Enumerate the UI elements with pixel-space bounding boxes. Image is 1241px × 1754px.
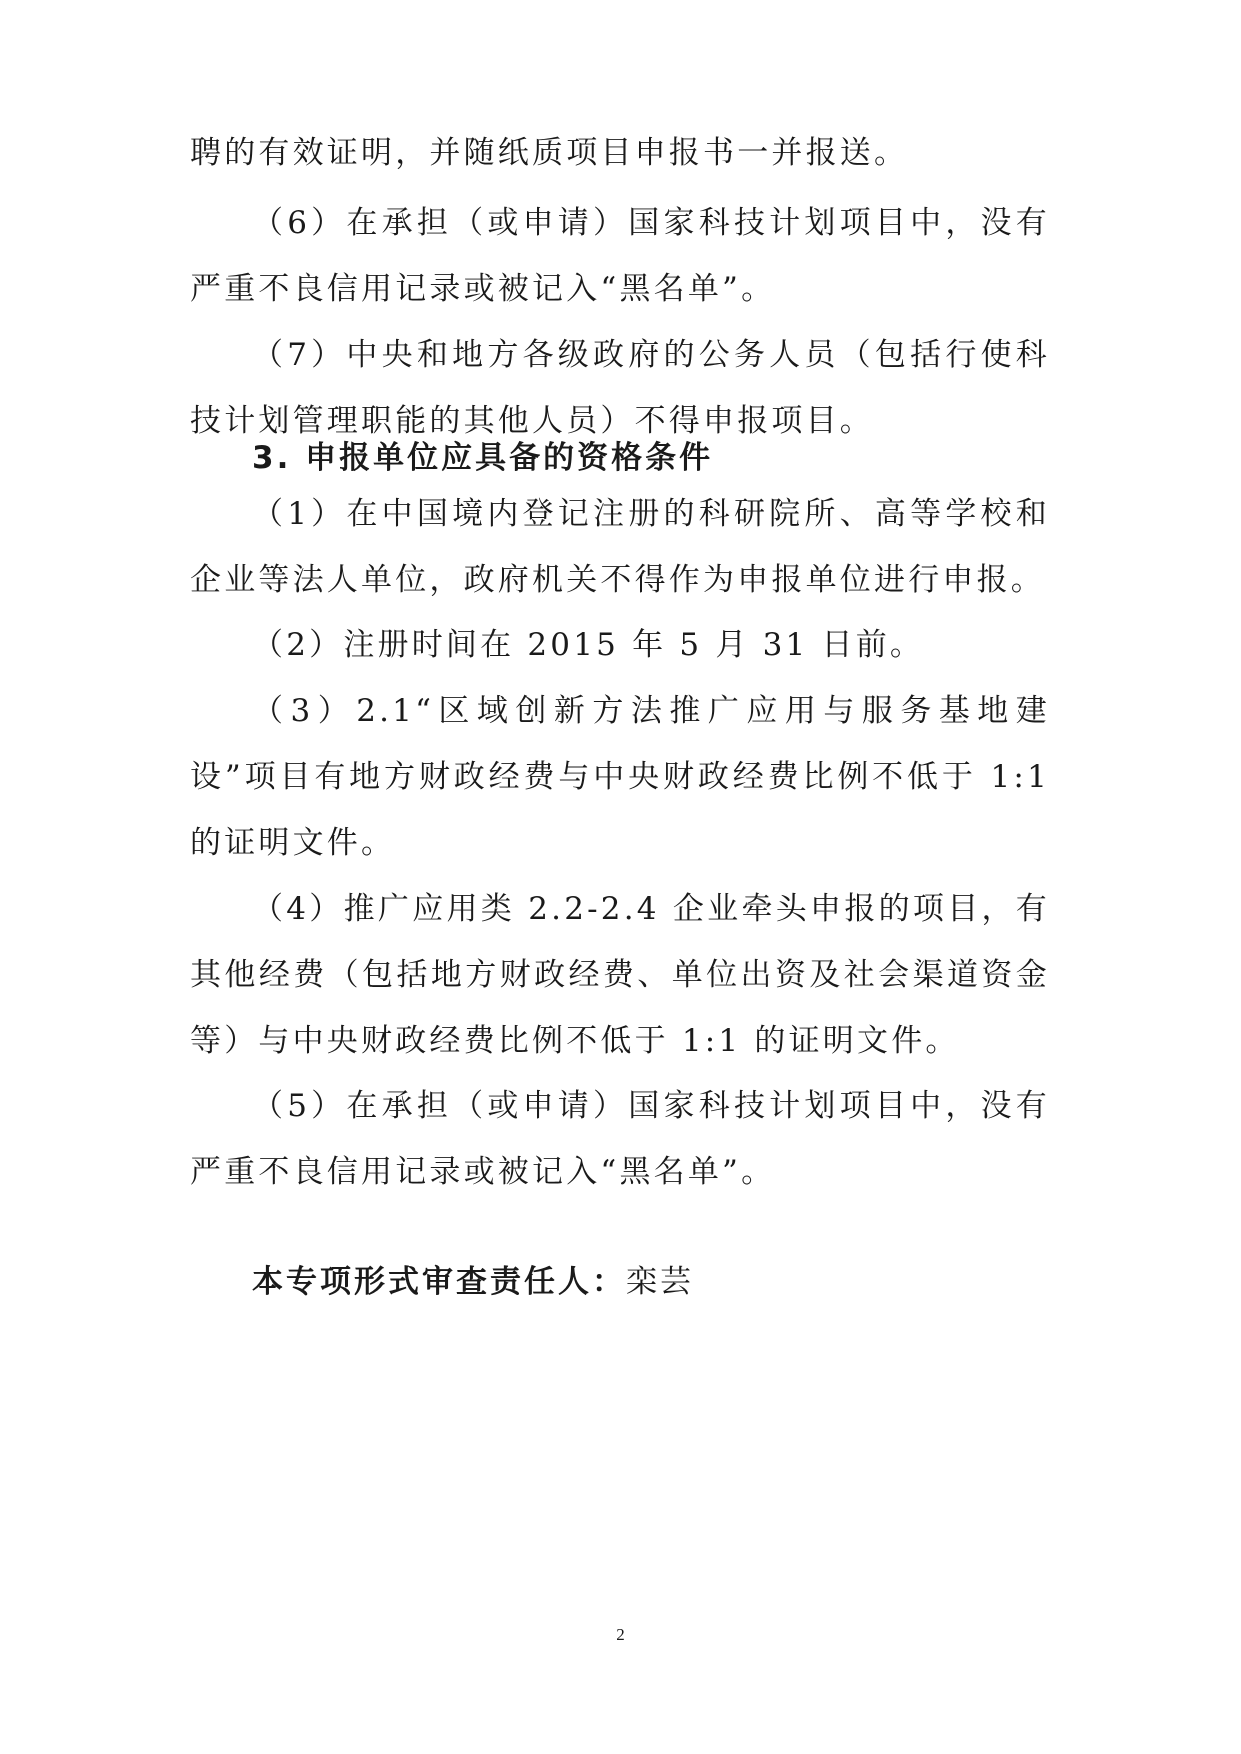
- unit-item-2: （2）注册时间在 2015 年 5 月 31 日前。: [252, 627, 925, 663]
- unit-item-3: （3）2.1“区域创新方法推广应用与服务基地建设”项目有地方财政经费与中央财政经费比例不低于 1:1 的证明文件。: [190, 693, 1050, 861]
- signoff-label: 本专项形式审查责任人：: [252, 1264, 626, 1300]
- applicant-item-6: （6）在承担（或申请）国家科技计划项目中，没有严重不良信用记录或被记入“黑名单”。: [190, 205, 1050, 307]
- signoff-name: 栾芸: [626, 1264, 694, 1300]
- continuation-line: 聘的有效证明，并随纸质项目申报书一并报送。: [190, 135, 909, 171]
- unit-item-1: （1）在中国境内登记注册的科研院所、高等学校和企业等法人单位，政府机关不得作为申报单位进行申报。: [190, 496, 1050, 598]
- page-number: 2: [616, 1625, 625, 1644]
- applicant-item-7: （7）中央和地方各级政府的公务人员（包括行使科技计划管理职能的其他人员）不得申报项目。: [190, 337, 1050, 439]
- review-responsible-person: [252, 1262, 694, 1302]
- unit-item-5: （5）在承担（或申请）国家科技计划项目中，没有严重不良信用记录或被记入“黑名单”。: [190, 1088, 1050, 1190]
- section-heading: 3. 申报单位应具备的资格条件: [252, 440, 714, 476]
- unit-item-4: （4）推广应用类 2.2-2.4 企业牵头申报的项目，有其他经费（包括地方财政经费、单位出资及社会渠道资金等）与中央财政经费比例不低于 1:1 的证明文件。: [190, 891, 1050, 1059]
